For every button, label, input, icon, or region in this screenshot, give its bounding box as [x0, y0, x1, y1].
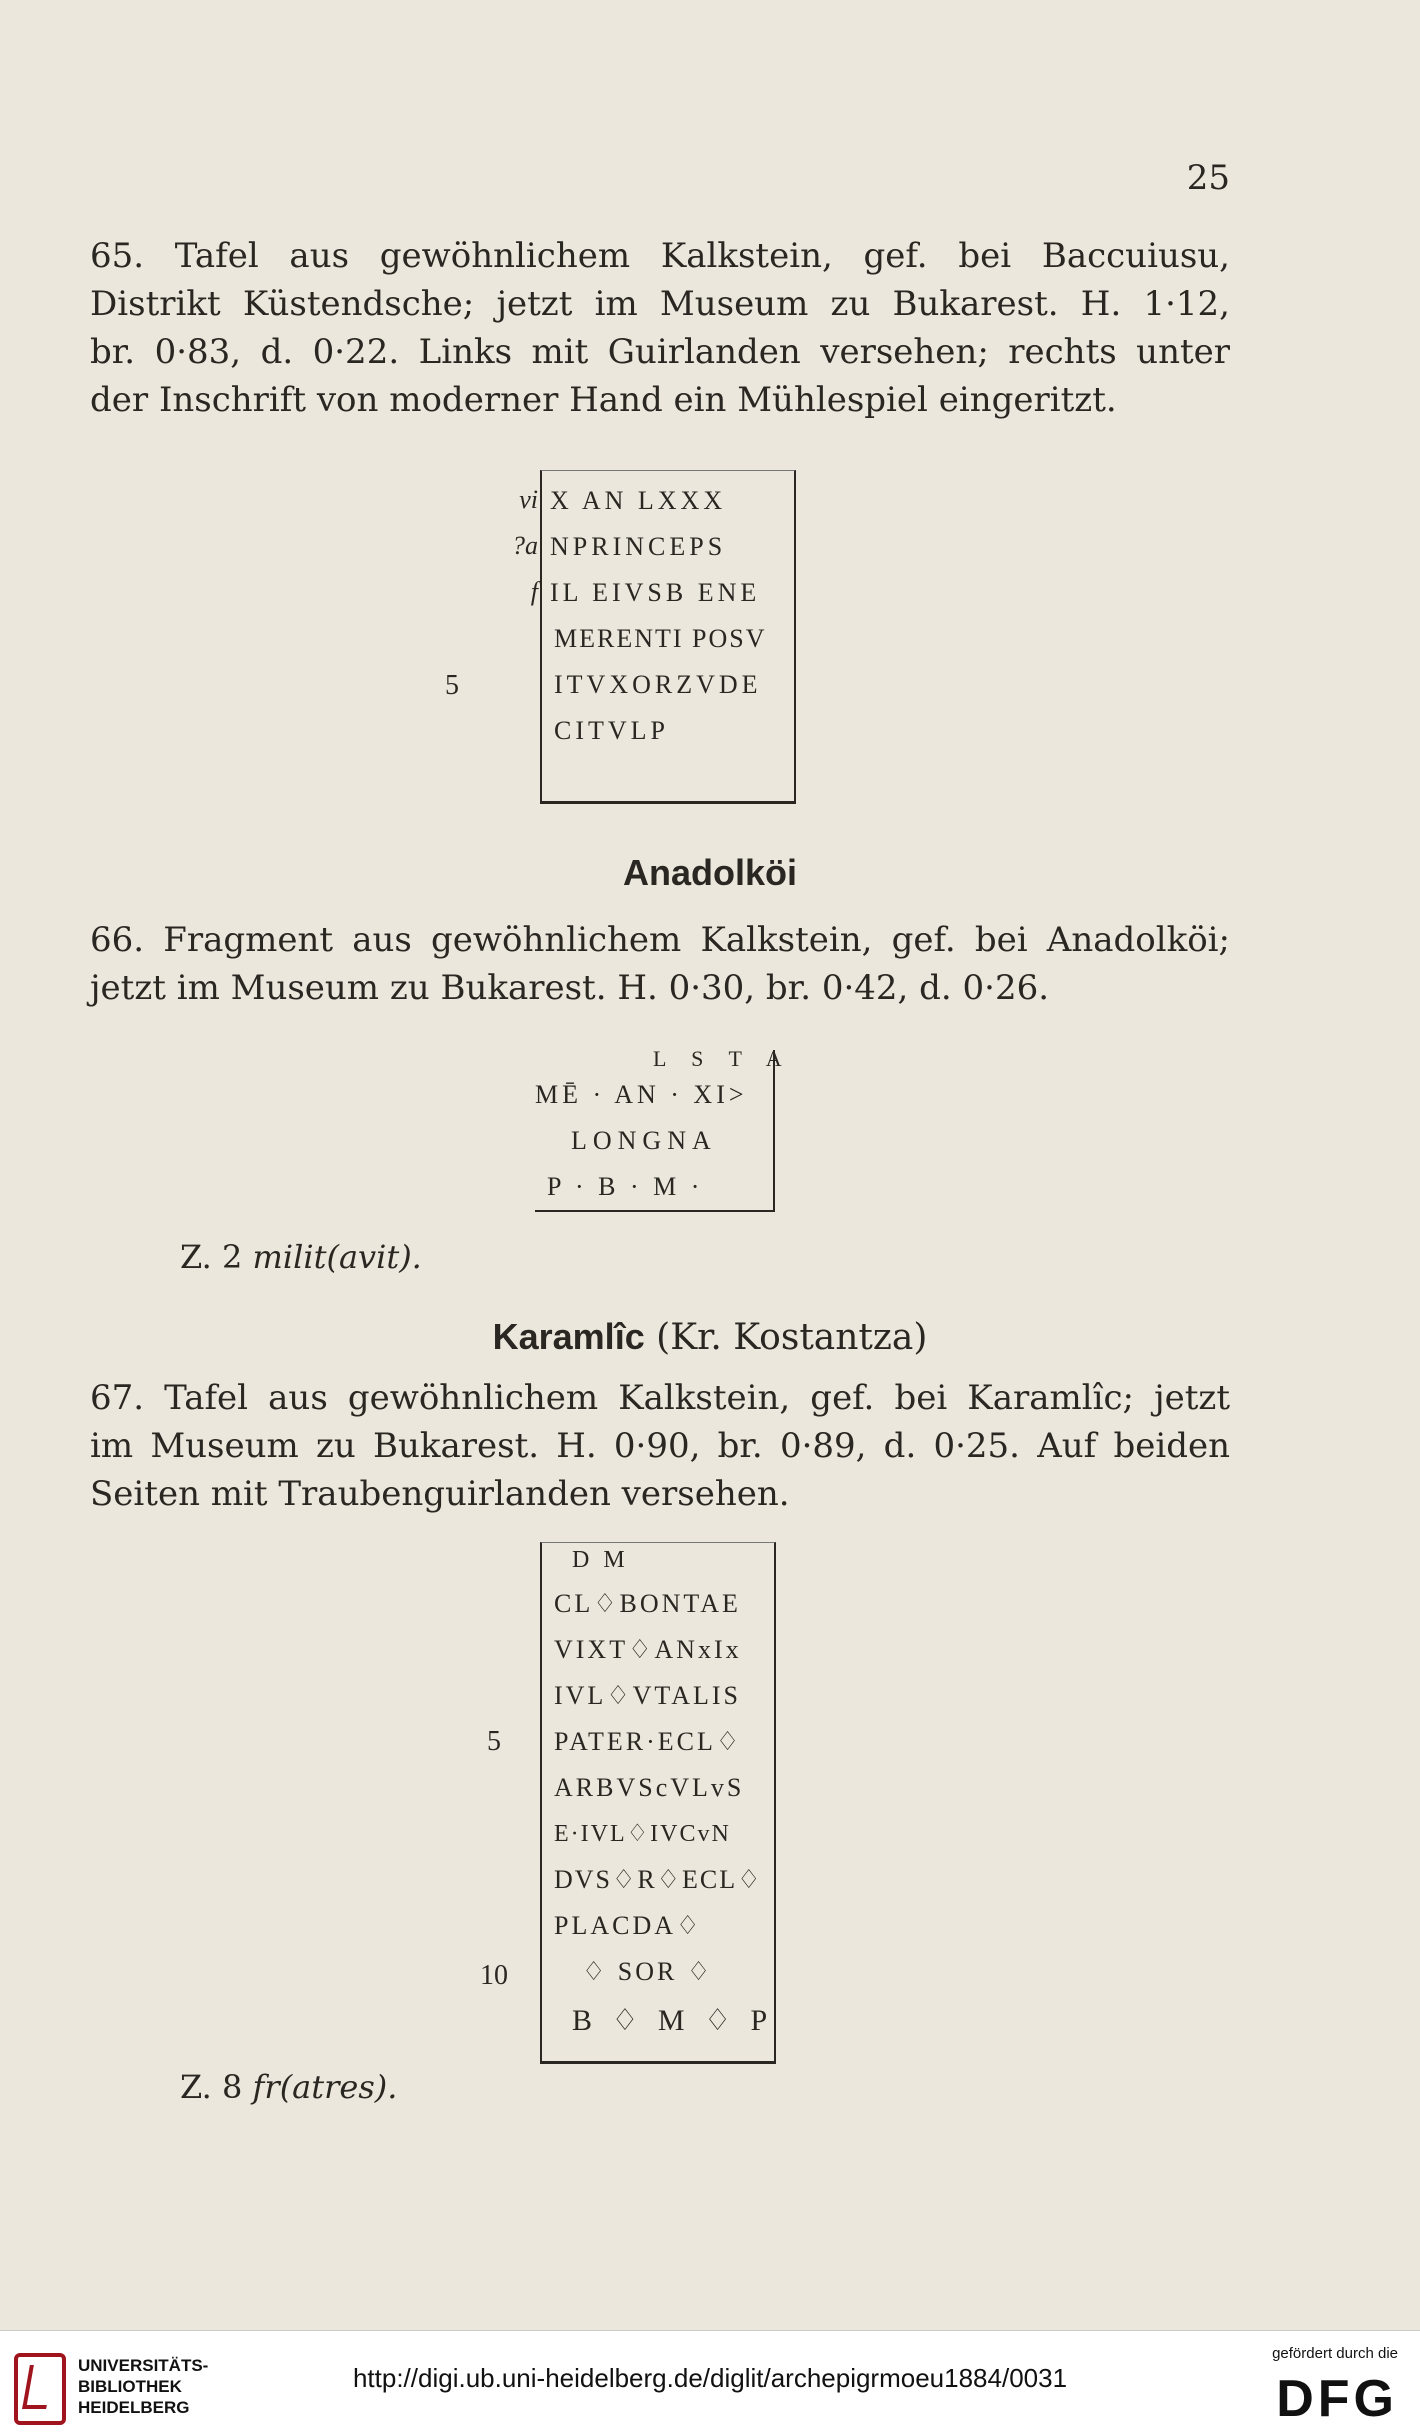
inscription-row: ARBVScVLvS [554, 1773, 745, 1802]
inscription-row: L S T A [653, 1046, 792, 1071]
note-67 [180, 2068, 397, 2106]
section-heading-karamlic [0, 1316, 1420, 1358]
footer-bar [0, 2330, 1420, 2435]
inscription-row: MERENTI POSV [554, 624, 767, 653]
inscription-row: P · B · M · [547, 1172, 704, 1201]
inscription-row: ITVXORZVDE [554, 670, 762, 699]
inscription-row: CITVLP [554, 716, 669, 745]
inscription-row: X AN LXXX [550, 486, 727, 515]
inscription-row: IVL♢VTALIS [554, 1681, 741, 1710]
heading-text: Karamlîc [492, 1316, 645, 1357]
text-line: Seiten mit Traubenguirlanden versehen. [90, 1474, 790, 1514]
inscription-65 [540, 470, 796, 804]
library-name-line: HEIDELBERG [78, 2398, 190, 2417]
inscription-row: VIXT♢ANxIx [554, 1635, 742, 1664]
library-name-line: UNIVERSITÄTS- [78, 2356, 209, 2375]
margin-note: ?a [512, 531, 538, 560]
page-number: 25 [1186, 158, 1230, 198]
text-line: der Inschrift von moderner Hand ein Mühlespiel eingeritzt. [90, 380, 1117, 420]
note-italic: milit(avit). [252, 1238, 422, 1276]
entry-67-text [90, 1374, 1230, 1518]
inscription-row: B ♢ M ♢ P [572, 2004, 774, 2037]
inscription-row: IL EIVSB ENE [550, 578, 761, 607]
note-66 [180, 1238, 422, 1276]
funded-by-label: gefördert durch die [1272, 2345, 1398, 2362]
inscription-line-number: 5 [487, 1726, 501, 1757]
inscription-line-number: 10 [480, 1960, 508, 1991]
inscription-row: NPRINCEPS [550, 532, 727, 561]
inscription-67 [540, 1542, 776, 2064]
inscription-66 [535, 1046, 792, 1212]
margin-note: f [530, 577, 538, 606]
text-line: 66. Fragment aus gewöhnlichem Kalkstein, gef. bei Anadolköi; [90, 920, 1230, 960]
text-line: Distrikt Küstendsche; jetzt im Museum zu Bukarest. H. 1·12, [90, 284, 1230, 324]
section-heading-anadolkoi [0, 852, 1420, 894]
heading-text: Anadolköi [622, 852, 797, 893]
text-line: im Museum zu Bukarest. H. 0·90, br. 0·89, d. 0·25. Auf beiden [90, 1426, 1230, 1466]
entry-66-text [90, 916, 1230, 1012]
text-line: jetzt im Museum zu Bukarest. H. 0·30, br. 0·42, d. 0·26. [90, 968, 1050, 1008]
note-prefix: Z. 2 [180, 1238, 253, 1276]
dfg-logo: DFG [1276, 2370, 1398, 2428]
inscription-row: LONGNA [571, 1126, 717, 1155]
text-line: 65. Tafel aus gewöhnlichem Kalkstein, gef. bei Baccuiusu, [90, 236, 1230, 276]
inscription-row: ♢ SOR ♢ [582, 1957, 714, 1986]
note-prefix: Z. 8 [180, 2068, 253, 2106]
inscription-row: DVS♢R♢ECL♢ [554, 1865, 763, 1894]
heading-subtext: (Kr. Kostantza) [644, 1317, 928, 1358]
entry-65-text [90, 232, 1230, 424]
text-line: 67. Tafel aus gewöhnlichem Kalkstein, gef. bei Karamlîc; jetzt [90, 1378, 1230, 1418]
library-name-line: BIBLIOTHEK [78, 2377, 182, 2396]
inscription-row: CL♢BONTAE [554, 1589, 741, 1618]
inscription-row: E·IVL♢IVCvN [554, 1821, 731, 1847]
margin-note: vi [519, 485, 538, 514]
inscription-row: PLACDA♢ [554, 1911, 703, 1940]
text-line: br. 0·83, d. 0·22. Links mit Guirlanden versehen; rechts unter [90, 332, 1230, 372]
inscription-row: MĒ · AN · XI> [535, 1080, 748, 1109]
inscription-line-number: 5 [445, 670, 459, 701]
inscription-row: D M [572, 1547, 629, 1573]
page-url-link[interactable]: http://digi.ub.uni-heidelberg.de/diglit/archepigrmoeu1884/0031 [352, 2363, 1068, 2393]
inscription-row: PATER·ECL♢ [554, 1727, 743, 1756]
note-italic: fr(atres). [252, 2068, 398, 2106]
